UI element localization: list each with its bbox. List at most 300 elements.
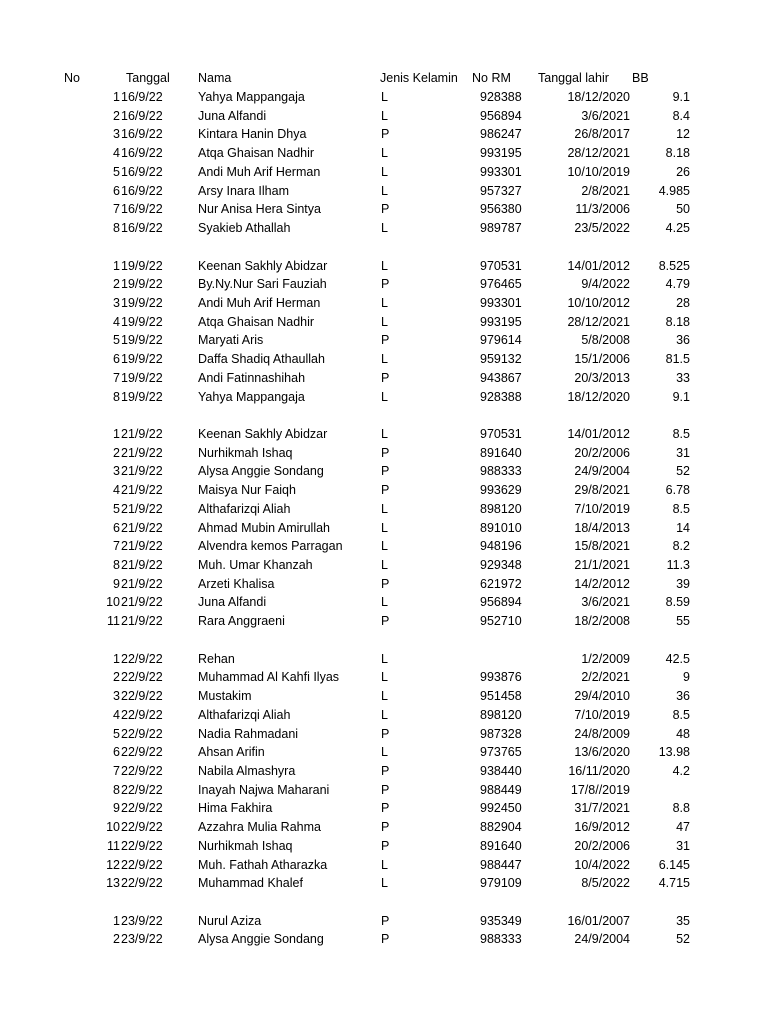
row-no: 7 (113, 202, 120, 217)
row-jenis-kelamin: P (381, 838, 390, 853)
row-tanggal: 21/9/22 (121, 501, 163, 516)
row-tanggal: 22/9/22 (121, 745, 163, 760)
table-row (0, 837, 768, 855)
row-tanggal: 16/9/22 (121, 90, 163, 104)
table-row (0, 331, 768, 349)
row-tanggal: 19/9/22 (121, 314, 163, 329)
row-tanggal-lahir: 28/12/2021 (567, 146, 630, 161)
row-no: 5 (113, 501, 120, 516)
row-bb: 8.5 (672, 427, 690, 441)
row-tanggal-lahir: 15/1/2006 (574, 352, 630, 367)
table-row (0, 668, 768, 686)
row-no-rm: 621972 (480, 576, 522, 591)
header-no: No (64, 71, 80, 85)
row-jenis-kelamin: L (381, 295, 388, 310)
row-no-rm: 938440 (480, 763, 522, 778)
row-no-rm: 956380 (480, 202, 522, 217)
row-tanggal-lahir: 2/8/2021 (581, 183, 630, 198)
table-row (0, 444, 768, 462)
row-no: 10 (106, 595, 120, 610)
row-bb: 9.1 (672, 389, 690, 404)
row-tanggal: 21/9/22 (121, 539, 163, 554)
table-row (0, 743, 768, 761)
row-no-rm: 898120 (480, 501, 522, 516)
row-no: 4 (113, 483, 120, 498)
row-tanggal-lahir: 20/2/2006 (574, 838, 630, 853)
row-tanggal-lahir: 18/12/2020 (567, 90, 630, 104)
table-row (0, 556, 768, 574)
row-tanggal-lahir: 16/01/2007 (567, 913, 630, 928)
row-tanggal: 22/9/22 (121, 838, 163, 853)
row-nama: Nurhikmah Ishaq (198, 445, 293, 460)
row-jenis-kelamin: L (381, 108, 388, 123)
row-jenis-kelamin: L (381, 501, 388, 516)
row-bb: 28 (676, 295, 690, 310)
row-no: 1 (113, 913, 120, 928)
table-row (0, 163, 768, 181)
table-row (0, 818, 768, 836)
row-no: 8 (113, 558, 120, 572)
row-jenis-kelamin: P (381, 483, 390, 498)
row-tanggal-lahir: 5/8/2008 (581, 333, 630, 348)
row-nama: Nabila Almashyra (198, 763, 296, 778)
table-row (0, 856, 768, 874)
row-nama: Andi Fatinnashihah (198, 370, 306, 385)
row-no: 12 (106, 857, 120, 872)
row-tanggal: 19/9/22 (121, 352, 163, 367)
row-jenis-kelamin: L (381, 595, 388, 610)
row-nama: Andi Muh Arif Herman (198, 164, 321, 179)
row-no-rm: 993195 (480, 146, 522, 161)
row-tanggal: 22/9/22 (121, 857, 163, 872)
row-jenis-kelamin: L (381, 707, 388, 722)
row-jenis-kelamin: L (381, 427, 388, 441)
row-jenis-kelamin: L (381, 146, 388, 161)
row-no-rm: 993876 (480, 670, 522, 685)
row-no: 4 (113, 707, 120, 722)
row-tanggal-lahir: 14/2/2012 (574, 576, 630, 591)
table-row (0, 462, 768, 480)
row-jenis-kelamin: P (381, 763, 390, 778)
row-tanggal: 22/9/22 (121, 876, 163, 891)
row-no: 2 (113, 108, 120, 123)
row-no: 11 (107, 614, 120, 629)
table-row (0, 369, 768, 387)
table-row (0, 650, 768, 668)
row-tanggal: 22/9/22 (121, 707, 163, 722)
row-jenis-kelamin: L (381, 389, 388, 404)
row-no: 5 (113, 726, 120, 741)
table-row (0, 144, 768, 162)
row-nama: Keenan Sakhly Abidzar (198, 258, 328, 273)
row-no: 8 (113, 782, 120, 797)
row-nama: Rehan (198, 651, 235, 666)
row-tanggal-lahir: 17/8//2019 (570, 782, 630, 797)
row-tanggal: 23/9/22 (121, 932, 163, 947)
row-no-rm: 970531 (480, 258, 522, 273)
header-row (0, 69, 768, 87)
row-bb: 81.5 (665, 352, 690, 367)
row-bb: 8.525 (658, 258, 690, 273)
row-tanggal: 19/9/22 (121, 295, 163, 310)
row-bb: 36 (676, 333, 690, 348)
table-row (0, 930, 768, 948)
row-no-rm: 951458 (480, 689, 522, 703)
row-no-rm: 986247 (480, 127, 522, 142)
row-bb: 12 (676, 127, 690, 142)
row-tanggal: 21/9/22 (121, 483, 163, 498)
row-nama: Yahya Mappangaja (198, 389, 305, 404)
row-bb: 8.5 (672, 501, 690, 516)
row-nama: Althafarizqi Aliah (198, 707, 291, 722)
row-nama: Ahsan Arifin (198, 745, 265, 760)
row-tanggal: 21/9/22 (121, 464, 163, 479)
row-bb: 8.59 (665, 595, 690, 610)
row-nama: Arsy Inara Ilham (198, 183, 290, 198)
row-bb: 52 (676, 932, 690, 947)
row-bb: 4.715 (658, 876, 690, 891)
row-no: 1 (113, 258, 120, 273)
row-no: 5 (113, 164, 120, 179)
row-no: 11 (107, 838, 120, 853)
row-no: 6 (113, 745, 120, 760)
row-tanggal: 21/9/22 (121, 595, 163, 610)
table-row (0, 294, 768, 312)
row-bb: 8.4 (672, 108, 690, 123)
table-row (0, 500, 768, 518)
row-tanggal-lahir: 23/5/2022 (574, 221, 630, 235)
row-jenis-kelamin: P (381, 370, 390, 385)
row-tanggal: 22/9/22 (121, 670, 163, 685)
table-row (0, 313, 768, 331)
row-jenis-kelamin: P (381, 445, 390, 460)
row-no-rm: 882904 (480, 820, 522, 835)
row-tanggal-lahir: 16/9/2012 (574, 820, 630, 835)
row-tanggal-lahir: 26/8/2017 (574, 127, 630, 142)
row-bb: 13.98 (658, 745, 690, 760)
row-bb: 4.985 (658, 183, 690, 198)
row-tanggal: 19/9/22 (121, 258, 163, 273)
row-no-rm: 992450 (480, 801, 522, 816)
row-no: 6 (113, 183, 120, 198)
row-bb: 36 (676, 689, 690, 703)
row-nama: Azzahra Mulia Rahma (198, 820, 321, 835)
row-nama: Nur Anisa Hera Sintya (198, 202, 321, 217)
row-no: 6 (113, 520, 120, 535)
row-tanggal: 22/9/22 (121, 651, 163, 666)
row-nama: Atqa Ghaisan Nadhir (198, 146, 315, 161)
row-nama: Ahmad Mubin Amirullah (198, 520, 331, 535)
row-bb: 9 (683, 670, 690, 685)
row-bb: 26 (676, 164, 690, 179)
row-nama: Alvendra kemos Parragan (198, 539, 343, 554)
row-no: 10 (106, 820, 120, 835)
row-bb: 4.79 (665, 277, 690, 292)
table-row (0, 350, 768, 368)
row-tanggal: 19/9/22 (121, 370, 163, 385)
row-no-rm: 979109 (480, 876, 522, 891)
row-nama: Nurul Aziza (198, 913, 262, 928)
row-tanggal: 19/9/22 (121, 333, 163, 348)
row-no-rm: 993301 (480, 164, 522, 179)
row-nama: Alysa Anggie Sondang (198, 932, 324, 947)
table-row (0, 706, 768, 724)
row-tanggal: 22/9/22 (121, 726, 163, 741)
row-no-rm: 891640 (480, 445, 522, 460)
row-nama: Syakieb Athallah (198, 221, 291, 235)
row-no: 2 (113, 277, 120, 292)
row-tanggal-lahir: 8/5/2022 (581, 876, 630, 891)
row-jenis-kelamin: P (381, 726, 390, 741)
row-tanggal-lahir: 10/10/2012 (567, 295, 630, 310)
table-row (0, 257, 768, 275)
row-no-rm: 973765 (480, 745, 522, 760)
row-jenis-kelamin: L (381, 314, 388, 329)
row-bb: 33 (676, 370, 690, 385)
table-row (0, 182, 768, 200)
row-jenis-kelamin: P (381, 913, 390, 928)
row-no: 1 (113, 427, 120, 441)
row-no: 8 (113, 221, 120, 235)
row-no-rm: 970531 (480, 427, 522, 441)
row-tanggal: 16/9/22 (121, 202, 163, 217)
table-row (0, 593, 768, 611)
row-tanggal-lahir: 14/01/2012 (567, 258, 630, 273)
table-row (0, 575, 768, 593)
row-no-rm: 928388 (480, 90, 522, 104)
table-row (0, 912, 768, 930)
row-no: 3 (113, 689, 120, 703)
row-tanggal-lahir: 15/8/2021 (574, 539, 630, 554)
row-no-rm: 898120 (480, 707, 522, 722)
row-nama: Kintara Hanin Dhya (198, 127, 307, 142)
row-no: 6 (113, 352, 120, 367)
row-no: 9 (113, 576, 120, 591)
row-jenis-kelamin: P (381, 820, 390, 835)
row-tanggal: 21/9/22 (121, 427, 163, 441)
row-bb: 39 (676, 576, 690, 591)
row-jenis-kelamin: L (381, 352, 388, 367)
row-nama: Rara Anggraeni (198, 614, 285, 629)
table-row (0, 799, 768, 817)
row-nama: Maryati Aris (198, 333, 264, 348)
row-no-rm: 943867 (480, 370, 522, 385)
table-row (0, 781, 768, 799)
row-no-rm: 993301 (480, 295, 522, 310)
row-no: 1 (113, 90, 120, 104)
row-tanggal: 16/9/22 (121, 164, 163, 179)
row-tanggal: 21/9/22 (121, 520, 163, 535)
row-no: 13 (106, 876, 120, 891)
row-no: 7 (113, 539, 120, 554)
row-jenis-kelamin: P (381, 576, 390, 591)
row-no-rm: 988447 (480, 857, 522, 872)
row-bb: 8.2 (672, 539, 690, 554)
row-tanggal-lahir: 31/7/2021 (574, 801, 630, 816)
row-no-rm: 948196 (480, 539, 522, 554)
row-no: 1 (113, 651, 120, 666)
row-tanggal: 22/9/22 (121, 801, 163, 816)
row-no-rm: 988449 (480, 782, 522, 797)
row-jenis-kelamin: P (381, 932, 390, 947)
row-no-rm: 891010 (480, 520, 522, 535)
row-tanggal-lahir: 9/4/2022 (581, 277, 630, 292)
row-bb: 4.25 (665, 221, 690, 235)
table-row (0, 388, 768, 406)
row-nama: Juna Alfandi (198, 595, 267, 610)
row-no-rm: 993629 (480, 483, 522, 498)
row-nama: Daffa Shadiq Athaullah (198, 352, 325, 367)
row-nama: Maisya Nur Faiqh (198, 483, 296, 498)
row-no-rm: 989787 (480, 221, 522, 235)
table-row (0, 762, 768, 780)
row-tanggal-lahir: 16/11/2020 (568, 763, 630, 778)
row-nama: Muh. Fathah Atharazka (198, 857, 328, 872)
row-tanggal: 21/9/22 (121, 558, 163, 572)
row-tanggal-lahir: 3/6/2021 (581, 108, 630, 123)
row-tanggal: 21/9/22 (121, 445, 163, 460)
row-tanggal-lahir: 24/9/2004 (574, 464, 630, 479)
row-no-rm: 956894 (480, 595, 522, 610)
row-jenis-kelamin: P (381, 782, 390, 797)
table-row (0, 107, 768, 125)
table-row (0, 125, 768, 143)
row-tanggal-lahir: 18/12/2020 (567, 389, 630, 404)
row-bb: 47 (676, 820, 690, 835)
table-row (0, 425, 768, 443)
row-tanggal-lahir: 28/12/2021 (567, 314, 630, 329)
table-row (0, 874, 768, 892)
header-bb: BB (632, 71, 649, 85)
row-bb: 48 (676, 726, 690, 741)
table-row (0, 612, 768, 630)
header-jenis-kelamin: Jenis Kelamin (380, 71, 458, 85)
row-no-rm: 952710 (480, 614, 522, 629)
row-tanggal-lahir: 29/4/2010 (574, 689, 630, 703)
row-tanggal-lahir: 10/10/2019 (567, 164, 630, 179)
row-tanggal-lahir: 24/8/2009 (574, 726, 630, 741)
table-row (0, 275, 768, 293)
row-tanggal-lahir: 20/3/2013 (574, 370, 630, 385)
row-tanggal: 23/9/22 (121, 913, 163, 928)
row-no: 9 (113, 801, 120, 816)
table-row (0, 519, 768, 537)
row-jenis-kelamin: P (381, 333, 390, 348)
row-tanggal: 21/9/22 (121, 614, 163, 629)
row-tanggal: 16/9/22 (121, 146, 163, 161)
table-row (0, 537, 768, 555)
row-tanggal: 22/9/22 (121, 689, 163, 703)
row-bb: 6.145 (658, 857, 690, 872)
row-no-rm: 956894 (480, 108, 522, 123)
row-no: 3 (113, 127, 120, 142)
row-no-rm: 979614 (480, 333, 522, 348)
row-tanggal-lahir: 20/2/2006 (574, 445, 630, 460)
row-jenis-kelamin: L (381, 221, 388, 235)
row-no-rm: 957327 (480, 183, 522, 198)
row-no: 2 (113, 445, 120, 460)
row-nama: Muhammad Khalef (198, 876, 303, 891)
row-tanggal-lahir: 21/1/2021 (574, 558, 630, 572)
row-nama: Keenan Sakhly Abidzar (198, 427, 328, 441)
header-nama: Nama (198, 71, 232, 85)
row-jenis-kelamin: L (381, 689, 388, 703)
row-bb: 31 (676, 445, 690, 460)
row-bb: 8.18 (665, 314, 690, 329)
row-bb: 6.78 (665, 483, 690, 498)
row-jenis-kelamin: L (381, 857, 388, 872)
row-jenis-kelamin: P (381, 202, 390, 217)
row-tanggal: 22/9/22 (121, 763, 163, 778)
row-tanggal-lahir: 3/6/2021 (581, 595, 630, 610)
row-jenis-kelamin: L (381, 539, 388, 554)
row-nama: Muhammad Al Kahfi Ilyas (198, 670, 340, 685)
row-jenis-kelamin: P (381, 464, 390, 479)
row-jenis-kelamin: L (381, 164, 388, 179)
row-tanggal: 22/9/22 (121, 782, 163, 797)
header-no-rm: No RM (472, 71, 511, 85)
row-tanggal-lahir: 13/6/2020 (574, 745, 630, 760)
row-tanggal-lahir: 29/8/2021 (574, 483, 630, 498)
row-no: 7 (113, 763, 120, 778)
row-bb: 55 (676, 614, 690, 629)
row-no-rm: 988333 (480, 932, 522, 947)
row-bb: 8.5 (672, 707, 690, 722)
row-no-rm: 988333 (480, 464, 522, 479)
row-nama: Andi Muh Arif Herman (198, 295, 321, 310)
row-jenis-kelamin: L (381, 258, 388, 273)
row-no-rm: 959132 (480, 352, 522, 367)
row-bb: 35 (676, 913, 690, 928)
row-tanggal-lahir: 24/9/2004 (574, 932, 630, 947)
row-no: 2 (113, 670, 120, 685)
row-bb: 11.3 (666, 558, 690, 572)
row-no: 7 (113, 370, 120, 385)
row-no: 4 (113, 146, 120, 161)
row-bb: 52 (676, 464, 690, 479)
table-row (0, 219, 768, 237)
row-jenis-kelamin: L (381, 520, 388, 535)
row-nama: Mustakim (198, 689, 252, 703)
row-no: 3 (113, 464, 120, 479)
row-bb: 50 (676, 202, 690, 217)
row-bb: 9.1 (672, 90, 690, 104)
row-jenis-kelamin: L (381, 183, 388, 198)
row-no-rm: 993195 (480, 314, 522, 329)
row-tanggal: 19/9/22 (121, 389, 163, 404)
row-no: 2 (113, 932, 120, 947)
row-no: 3 (113, 295, 120, 310)
row-jenis-kelamin: P (381, 277, 390, 292)
row-tanggal-lahir: 18/4/2013 (574, 520, 630, 535)
row-tanggal-lahir: 14/01/2012 (567, 427, 630, 441)
row-bb: 31 (676, 838, 690, 853)
row-nama: Nurhikmah Ishaq (198, 838, 293, 853)
table-row (0, 481, 768, 499)
row-nama: Arzeti Khalisa (198, 576, 275, 591)
row-tanggal: 19/9/22 (121, 277, 163, 292)
row-no-rm: 928388 (480, 389, 522, 404)
table-row (0, 88, 768, 106)
table-row (0, 725, 768, 743)
row-no: 4 (113, 314, 120, 329)
row-no-rm: 891640 (480, 838, 522, 853)
row-jenis-kelamin: L (381, 876, 388, 891)
row-no-rm: 935349 (480, 913, 522, 928)
row-tanggal-lahir: 2/2/2021 (581, 670, 630, 685)
table-row (0, 687, 768, 705)
row-nama: Hima Fakhira (198, 801, 273, 816)
